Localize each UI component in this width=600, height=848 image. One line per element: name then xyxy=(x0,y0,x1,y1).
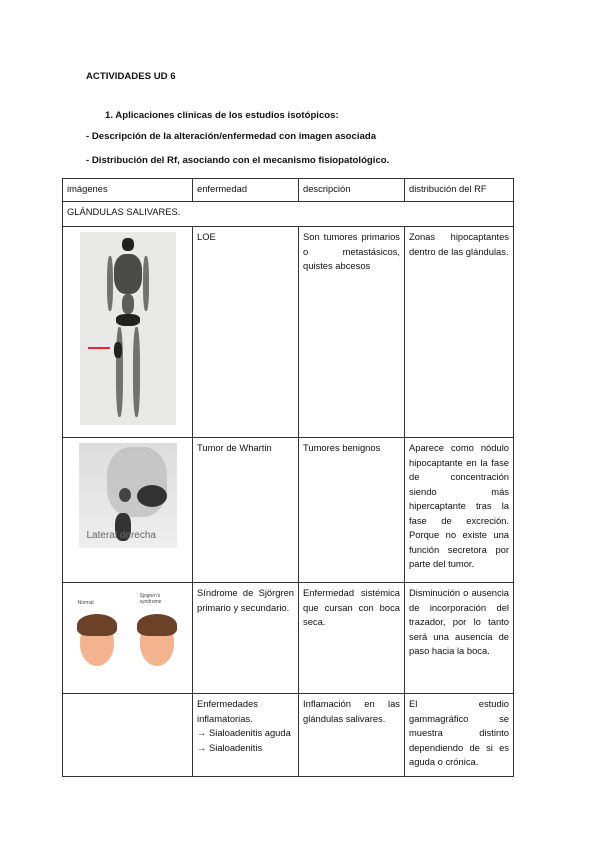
sjogren-hair xyxy=(137,614,177,636)
section-row xyxy=(63,202,514,227)
image-label-sjogren: Sjogren's syndrome xyxy=(139,593,162,605)
disease-cell xyxy=(193,694,299,777)
distribution-cell: Aparece como nódulo hipocaptante en la fase de concentración siendo más hipercaptante tras la fase de excreción. Porque no existe una función secretora por parte del tumor. xyxy=(405,438,514,583)
sjogren-illustration xyxy=(68,588,188,678)
disease-line: → Sialoadenitis xyxy=(197,741,263,753)
section-label: GLÁNDULAS SALIVARES. xyxy=(63,202,514,227)
table-row xyxy=(63,227,514,438)
section-heading: 1. Aplicaciones clínicas de los estudios isotópicos: xyxy=(105,110,339,121)
description-cell: Inflamación en las glándulas salivares. xyxy=(299,694,405,777)
bullet-distribution: - Distribución del Rf, asociando con el mecanismo fisiopatológico. xyxy=(86,155,390,166)
header-cell: distribución del RF xyxy=(405,179,514,202)
distribution-cell: Disminución o ausencia de incorporación del trazador, por lo tanto será una ausencia de paso hacia la boca. xyxy=(405,583,514,694)
table-row xyxy=(63,694,514,777)
document-title: ACTIVIDADES UD 6 xyxy=(86,71,176,82)
image-caption: Lateral derecha xyxy=(86,530,156,541)
normal-hair xyxy=(77,614,117,636)
image-cell xyxy=(63,438,193,583)
distribution-cell: Zonas hipocaptantes dentro de las glándulas. xyxy=(405,227,514,438)
disease-cell: Síndrome de Sjörgren primario y secundario. xyxy=(193,583,299,694)
whartin-scan-image xyxy=(79,443,177,548)
distribution-cell: El estudio gammagráfico se muestra distinto dependiendo de si es aguda o crónica. xyxy=(405,694,514,777)
description-cell: Son tumores primarios o metastásicos, quistes abcesos xyxy=(299,227,405,438)
description-cell: Enfermedad sistémica que cursan con boca seca. xyxy=(299,583,405,694)
header-cell: imágenes xyxy=(63,179,193,202)
table-row xyxy=(63,438,514,583)
arrow-icon xyxy=(88,347,110,349)
bone-scan-image xyxy=(80,232,176,425)
header-cell: descripción xyxy=(299,179,405,202)
description-cell: Tumores benignos xyxy=(299,438,405,583)
image-label-normal: Normal xyxy=(77,600,94,606)
disease-line: Enfermedades inflamatorias. xyxy=(197,698,258,724)
clinical-table xyxy=(62,178,514,777)
disease-cell: LOE xyxy=(193,227,299,438)
image-cell xyxy=(63,583,193,694)
disease-line: → Sialoadenitis aguda xyxy=(197,727,291,738)
disease-cell: Tumor de Whartin xyxy=(193,438,299,583)
table-header-row xyxy=(63,179,514,202)
image-cell xyxy=(63,694,193,777)
table-row xyxy=(63,583,514,694)
image-cell xyxy=(63,227,193,438)
bullet-description: - Descripción de la alteración/enfermedad con imagen asociada xyxy=(86,131,377,142)
header-cell: enfermedad xyxy=(193,179,299,202)
